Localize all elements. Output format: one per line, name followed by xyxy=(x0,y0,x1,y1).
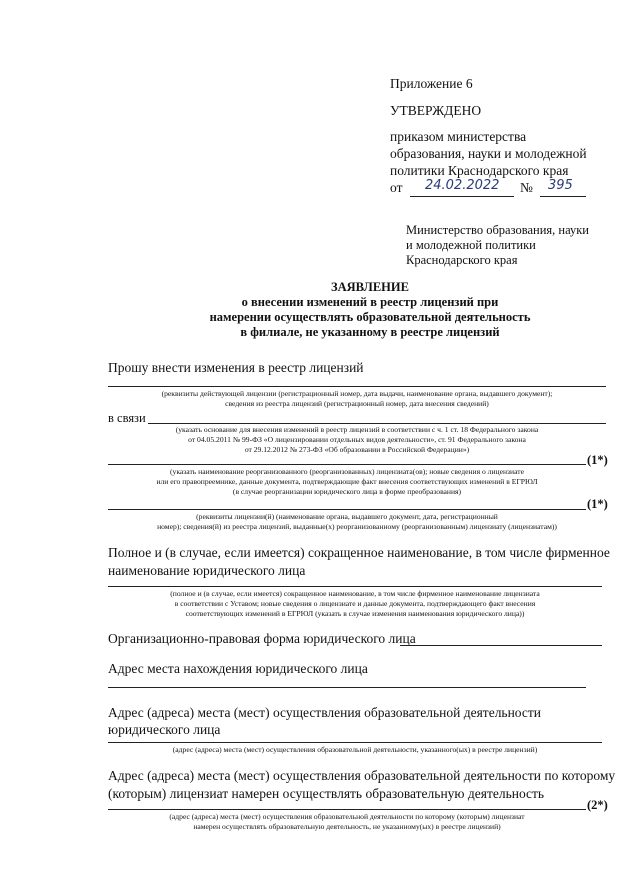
footnote-mark-1: (1*) xyxy=(587,453,608,467)
full-name-label-2: наименование юридического лица xyxy=(108,563,306,578)
in-connection-label: в связи xyxy=(108,411,146,425)
legal-address-field[interactable] xyxy=(108,687,586,688)
full-name-label-1: Полное и (в случае, если имеется) сокращенное наименование, в том числе фирменное xyxy=(108,545,610,560)
license-details-hint-1: (реквизиты действующей лицензии (регистрационный номер, дата выдачи, наименование органа, выдавшего документ); xyxy=(161,389,553,398)
footnote-mark-2: (1*) xyxy=(587,497,608,511)
order-line-2: образования, науки и молодежной xyxy=(390,146,587,161)
order-line-1: приказом министерства xyxy=(390,129,527,144)
reorganized-hint-2: или его правопреемнике, данные документа, подтверждающие факт внесения соответствующих изменений в ЕГРЮЛ xyxy=(156,477,538,486)
new-activity-address-label-2: (которым) лицензиат намерен осуществлять образовательную деятельность xyxy=(108,786,545,801)
activity-address-hint: (адрес (адреса) места (мест) осуществления образовательной деятельности, указанного(ых) в реестре лицензий) xyxy=(172,745,538,754)
title-sub-1: о внесении изменений в реестр лицензий при xyxy=(241,295,499,309)
document-title: ЗАЯВЛЕНИЕ xyxy=(331,280,409,294)
title-sub-3: в филиале, не указанному в реестре лицензий xyxy=(240,325,500,339)
legal-form-label: Организационно-правовая форма юридического лица xyxy=(108,631,416,646)
legal-address-label: Адрес места нахождения юридического лица xyxy=(108,661,368,676)
full-name-hint-2: в соответствии с Уставом; новые сведения о лицензиате и данные документа, подтверждающего факт внесения xyxy=(174,599,536,608)
full-name-hint-1: (полное и (в случае, если имеется) сокращенное наименование, в том числе фирменное наименование лицензиата xyxy=(170,589,540,598)
addressee-line-2: и молодежной политики xyxy=(406,238,536,252)
full-name-hint-3: соответствующих изменений в ЕГРЮЛ (указать в случае изменения наименования юридического лица)) xyxy=(185,609,525,618)
title-sub-2: намерении осуществлять образовательной деятельность xyxy=(209,310,531,324)
approved-label: УТВЕРЖДЕНО xyxy=(390,103,482,118)
new-activity-address-field[interactable] xyxy=(108,809,586,810)
reorganized-hint-3: (в случае реорганизации юридического лица в форме преобразования) xyxy=(232,487,462,496)
license-registry-label: Прошу внести изменения в реестр лицензий xyxy=(108,360,364,375)
activity-address-label-1: Адрес (адреса) места (мест) осуществления образовательной деятельности xyxy=(108,705,542,720)
full-name-field[interactable] xyxy=(108,586,602,587)
reorganized-licensee-field[interactable] xyxy=(108,464,586,465)
reorganized-license-hint-2: номер); сведения(й) из реестра лицензий, выданные(х) реорганизованному (реорганизованным) лицензиату (лицензиатам)) xyxy=(157,522,557,531)
reorganized-license-hint-1: (реквизиты лицензии(й) (наименование органа, выдавшего документ, дата, регистрационный xyxy=(196,512,498,521)
basis-field[interactable] xyxy=(148,423,606,424)
order-line-3: политики Краснодарского края xyxy=(390,163,569,178)
order-from-label: от xyxy=(390,180,403,195)
addressee-line-1: Министерство образования, науки xyxy=(406,223,589,237)
new-activity-address-label-1: Адрес (адреса) места (мест) осуществления образовательной деятельности по которому xyxy=(108,768,616,783)
footnote-mark-3: (2*) xyxy=(587,798,608,812)
reorganized-hint-1: (указать наименование реорганизованного (реорганизованных) лицензиата(ов); новые сведения о лицензиате xyxy=(170,467,524,476)
addressee-line-3: Краснодарского края xyxy=(406,253,518,267)
activity-address-field[interactable] xyxy=(108,742,602,743)
order-date: 24.02.2022 xyxy=(425,178,500,193)
license-details-field[interactable] xyxy=(108,386,606,387)
appendix-label: Приложение 6 xyxy=(390,76,473,91)
license-details-hint-2: сведения из реестра лицензий (регистрационный номер, дата внесения сведений) xyxy=(225,399,489,408)
reorganized-license-field[interactable] xyxy=(108,509,586,510)
basis-hint-1: (указать основание для внесения изменений в реестр лицензий в соответствии с ч. 1 ст. 18 Федерального закона xyxy=(175,425,539,434)
basis-hint-3: от 29.12.2012 № 273-ФЗ «Об образовании в Российской Федерации») xyxy=(244,445,470,454)
date-underline xyxy=(410,196,514,197)
number-underline xyxy=(540,196,586,197)
legal-form-field[interactable] xyxy=(400,645,602,646)
order-number: 395 xyxy=(548,178,573,193)
activity-address-label-2: юридического лица xyxy=(108,722,221,737)
order-number-label: № xyxy=(520,180,533,195)
new-activity-address-hint-2: намерен осуществлять образовательную деятельность, не указанному(ых) в реестре лицензий) xyxy=(193,822,501,831)
basis-hint-2: от 04.05.2011 № 99-ФЗ «О лицензировании отдельных видов деятельности», ст. 91 Федерального закона xyxy=(188,435,526,444)
new-activity-address-hint-1: (адрес (адреса) места (мест) осуществления образовательной деятельности по которому (которым) лицензиат xyxy=(169,812,525,821)
